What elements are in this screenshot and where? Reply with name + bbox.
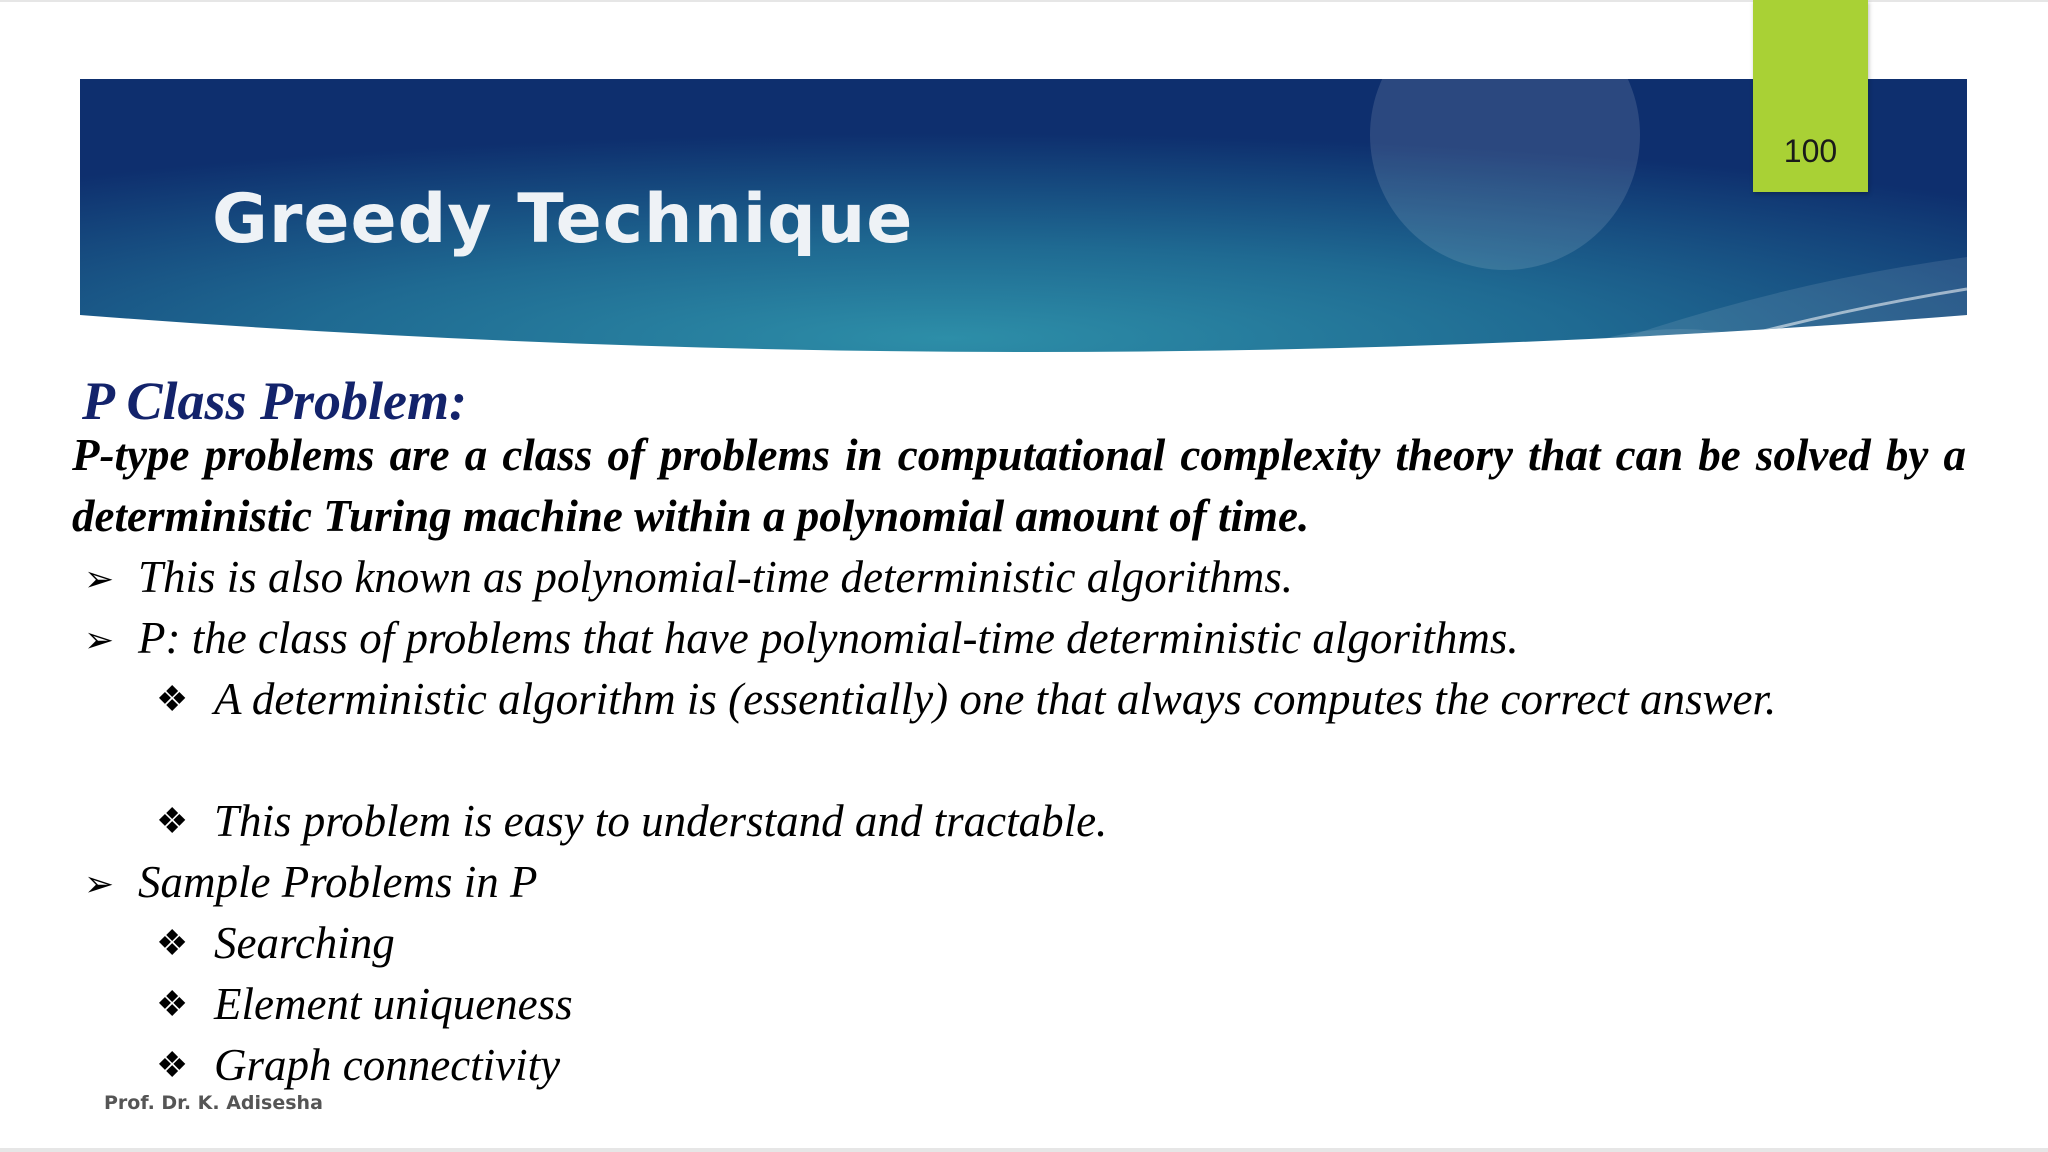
bullet-item — [84, 547, 1966, 608]
arrow-bullet-icon: ➢ — [84, 620, 115, 660]
section-heading: P Class Problem: — [82, 371, 467, 431]
bottom-rule — [0, 1148, 2048, 1152]
arrow-bullet-icon: ➢ — [84, 559, 115, 599]
sub-bullet-item — [156, 913, 1966, 974]
top-rule — [0, 0, 2048, 2]
sub-bullet-item — [156, 1035, 1966, 1096]
bullet-item — [84, 852, 1966, 913]
diamond-bullet-icon: ❖ — [156, 984, 189, 1024]
diamond-bullet-icon: ❖ — [156, 679, 189, 719]
bullet-text: Graph connectivity — [214, 1040, 561, 1090]
diamond-bullet-icon: ❖ — [156, 1045, 189, 1085]
bullet-text: A deterministic algorithm is (essentially) one that always computes the correct answer. — [214, 674, 1777, 724]
diamond-bullet-icon: ❖ — [156, 923, 189, 963]
page-number: 100 — [1783, 133, 1838, 169]
bullet-text: This problem is easy to understand and tractable. — [214, 796, 1108, 846]
bullet-text: P: the class of problems that have polynomial-time deterministic algorithms. — [138, 613, 1519, 663]
bullet-item — [84, 608, 1966, 669]
sub-bullet-item — [156, 791, 1966, 852]
bullet-text: Searching — [214, 918, 395, 968]
sub-bullet-item — [156, 974, 1966, 1035]
slide-title: Greedy Technique — [212, 180, 914, 259]
arrow-bullet-icon: ➢ — [84, 864, 115, 904]
bullet-text: Element uniqueness — [214, 979, 573, 1029]
diamond-bullet-icon: ❖ — [156, 801, 189, 841]
bullet-text: Sample Problems in P — [138, 857, 538, 907]
sub-bullet-item — [156, 669, 1966, 730]
intro-paragraph: P-type problems are a class of problems in computational complexity theory that can be solved by a deterministic Turing machine within a polynomial amount of time. — [72, 430, 1966, 541]
footer-author: Prof. Dr. K. Adisesha — [104, 1092, 323, 1114]
bullet-text: This is also known as polynomial-time deterministic algorithms. — [138, 552, 1293, 602]
page-number-tag — [1753, 0, 1868, 192]
